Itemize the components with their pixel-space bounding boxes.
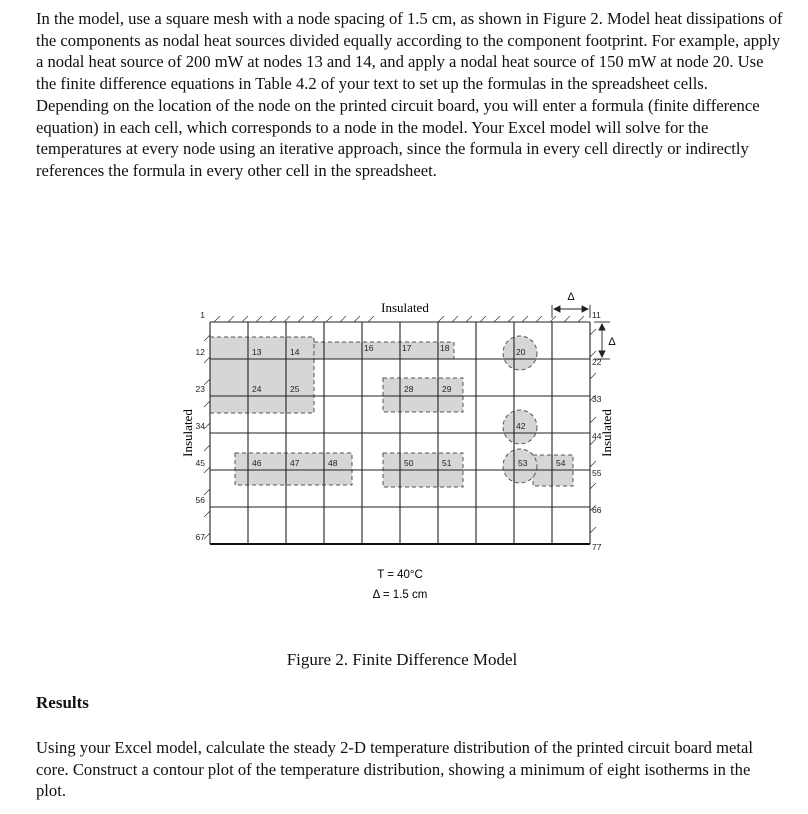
node-label: 29 [442, 384, 452, 394]
node-spacing-label: Δ = 1.5 cm [372, 589, 428, 601]
node-label: 1 [200, 310, 205, 320]
node-label: 33 [592, 394, 602, 404]
node-label: 67 [195, 532, 205, 542]
node-label: 53 [518, 458, 528, 468]
node-label: 12 [195, 347, 205, 357]
node-label: 17 [402, 343, 412, 353]
node-label: 24 [252, 384, 262, 394]
results-heading: Results [36, 693, 89, 712]
node-label: 20 [516, 347, 526, 357]
node-label: 16 [364, 343, 374, 353]
node-label: 46 [252, 458, 262, 468]
intro-paragraph: In the model, use a square mesh with a node spacing of 1.5 cm, as shown in Figure 2. Model heat dissipations of the components as nodal heat sources divided equally according to the component footprint. For example, apply a nodal heat source of 200 mW at nodes 13 and 14, and apply a nodal heat source of 150 mW at node 20. Use the finite difference equations in Table 4.2 of your text to set up the formulas in the spreadsheet cells. Depending on the location of the node on the printed circuit board, you will enter a formula (finite difference equation) in each cell, which corresponds to a node in the model. Your Excel model will solve for the temperatures at every node using an iterative approach, since the formula in every cell directly or indirectly references the formula in every other cell in the spreadsheet. [36, 9, 783, 180]
insulated-right-label: Insulated [599, 409, 614, 457]
node-label: 42 [516, 421, 526, 431]
node-label: 47 [290, 458, 300, 468]
node-label: 11 [592, 310, 601, 320]
delta-vertical-label: Δ [608, 336, 616, 348]
node-label: 54 [556, 458, 566, 468]
node-label: 56 [195, 495, 205, 505]
figure-caption [0, 650, 808, 670]
node-label: 55 [592, 468, 602, 478]
node-label: 48 [328, 458, 338, 468]
node-label: 50 [404, 458, 414, 468]
node-label: 25 [290, 384, 300, 394]
insulated-top-label: Insulated [381, 300, 429, 315]
node-label: 23 [195, 384, 205, 394]
node-label: 34 [195, 421, 205, 431]
delta-horizontal-label: Δ [567, 291, 575, 303]
node-label: 51 [442, 458, 452, 468]
insulated-left-label: Insulated [180, 409, 195, 457]
node-label: 28 [404, 384, 414, 394]
finite-difference-figure [178, 285, 618, 610]
component-16-18 [314, 342, 454, 359]
node-label: 22 [592, 357, 602, 367]
node-label: 18 [440, 343, 450, 353]
node-label: 45 [195, 458, 205, 468]
node-label: 13 [252, 347, 262, 357]
node-label: 77 [592, 542, 602, 552]
results-paragraph: Using your Excel model, calculate the steady 2-D temperature distribution of the printed circuit board metal core. Construct a contour plot of the temperature distribution, showing a minimum of eight isotherms in the plot. [36, 738, 753, 801]
figure-caption-text: Figure 2. Finite Difference Model [286, 650, 518, 669]
node-label: 14 [290, 347, 300, 357]
boundary-temperature-label: T = 40°C [377, 569, 423, 581]
node-label: 44 [592, 431, 602, 441]
node-label: 66 [592, 505, 602, 515]
